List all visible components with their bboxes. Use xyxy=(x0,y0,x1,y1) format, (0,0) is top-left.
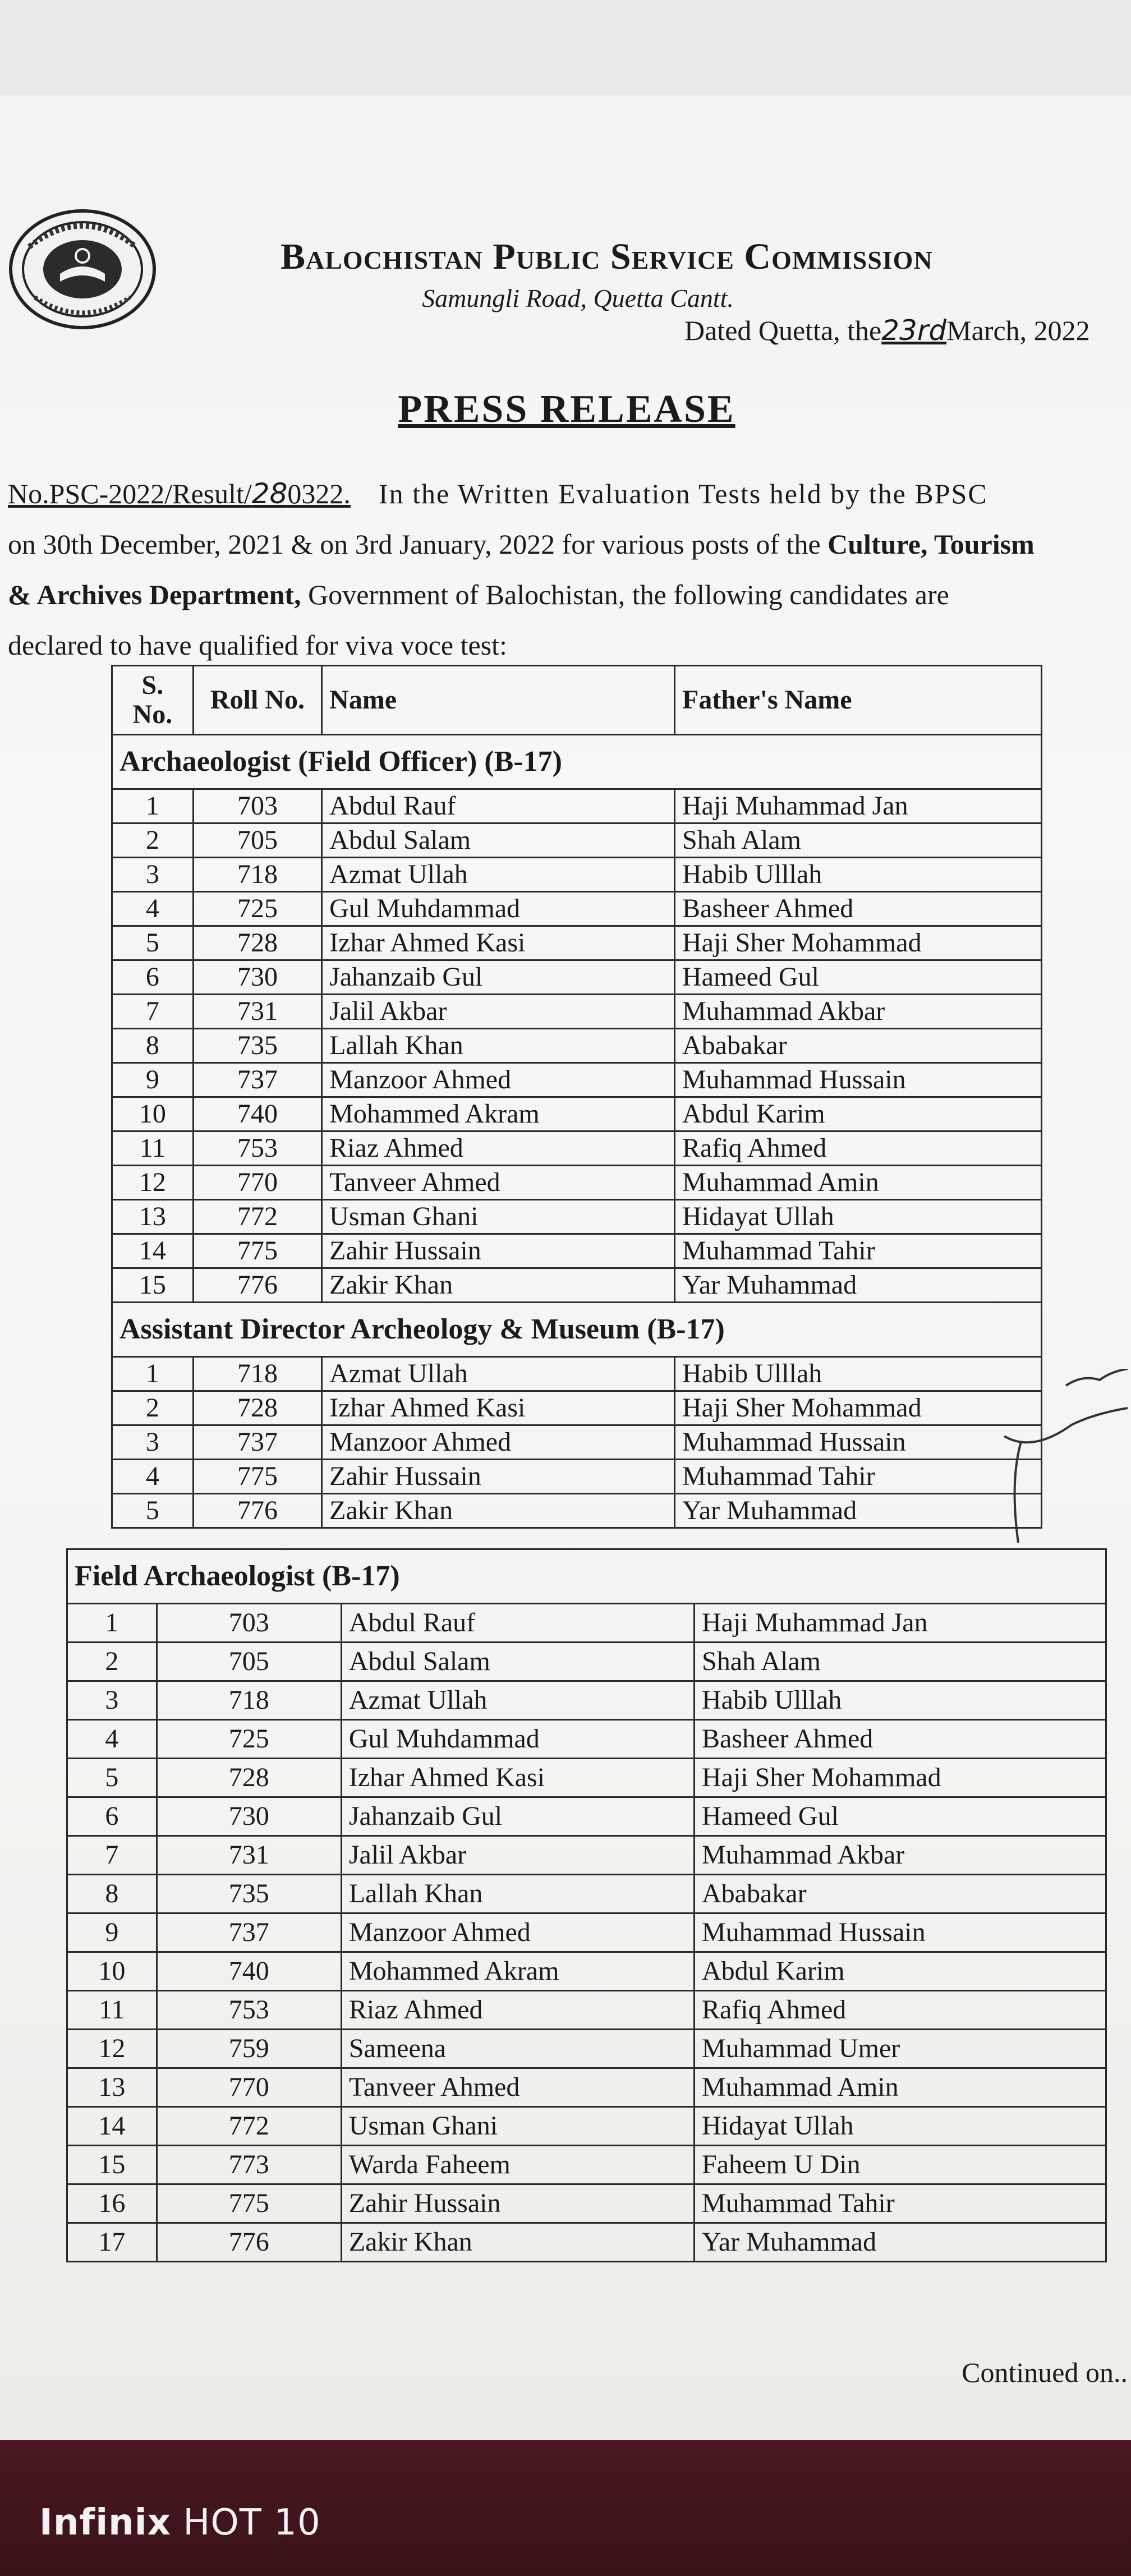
table-row xyxy=(67,2107,1106,2146)
candidate-name-cell: Azmat Ullah xyxy=(322,1357,675,1391)
document-date xyxy=(684,314,1128,347)
section-heading-row xyxy=(112,1303,1042,1357)
serial-number-cell: 6 xyxy=(112,960,194,995)
father-name-cell: Hameed Gul xyxy=(695,1797,1106,1836)
press-release-title: PRESS RELEASE xyxy=(398,388,735,431)
roll-number-cell: 776 xyxy=(157,2223,341,2262)
candidate-name-cell: Tanveer Ahmed xyxy=(341,2068,694,2107)
father-name-cell: Muhammad Amin xyxy=(695,2068,1106,2107)
candidate-name-cell: Zahir Hussain xyxy=(322,1234,675,1268)
roll-number-cell: 737 xyxy=(157,1913,341,1952)
father-name-cell: Ababakar xyxy=(675,1029,1042,1063)
serial-number-cell: 12 xyxy=(112,1166,194,1200)
candidate-name-cell: Sameena xyxy=(341,2030,694,2068)
table-row xyxy=(67,1681,1106,1720)
serial-number-cell: 15 xyxy=(67,2146,157,2184)
candidate-name-cell: Abdul Salam xyxy=(341,1643,694,1681)
father-name-cell: Muhammad Akbar xyxy=(695,1836,1106,1875)
header-sno: S. No. xyxy=(112,666,194,735)
serial-number-cell: 10 xyxy=(112,1097,194,1131)
roll-number-cell: 728 xyxy=(193,926,321,960)
table-row xyxy=(112,1131,1042,1166)
father-name-cell: Habib Ulllah xyxy=(695,1681,1106,1720)
roll-number-cell: 772 xyxy=(193,1200,321,1234)
roll-number-cell: 770 xyxy=(193,1166,321,1200)
serial-number-cell: 14 xyxy=(112,1234,194,1268)
section-title: Field Archaeologist (B-17) xyxy=(67,1549,1106,1604)
candidate-name-cell: Abdul Salam xyxy=(322,824,675,858)
serial-number-cell: 7 xyxy=(112,995,194,1029)
roll-number-cell: 740 xyxy=(157,1952,341,1991)
father-name-cell: Muhammad Hussain xyxy=(695,1913,1106,1952)
watermark-model: HOT 10 xyxy=(183,2502,321,2543)
candidate-name-cell: Jahanzaib Gul xyxy=(322,960,675,995)
candidate-name-cell: Zakir Khan xyxy=(341,2223,694,2262)
serial-number-cell: 2 xyxy=(67,1643,157,1681)
section-heading-row xyxy=(67,1549,1106,1604)
bpsc-seal-logo xyxy=(7,208,158,331)
candidate-name-cell: Azmat Ullah xyxy=(322,858,675,892)
father-name-cell: Habib Ulllah xyxy=(675,858,1042,892)
roll-number-cell: 776 xyxy=(193,1494,321,1528)
serial-number-cell: 2 xyxy=(112,1391,194,1425)
candidate-name-cell: Lallah Khan xyxy=(341,1875,694,1913)
father-name-cell: Habib Ulllah xyxy=(675,1357,1042,1391)
serial-number-cell: 2 xyxy=(112,824,194,858)
table-row xyxy=(112,926,1042,960)
table-row xyxy=(112,995,1042,1029)
table-row xyxy=(67,1759,1106,1797)
header-father: Father's Name xyxy=(675,666,1042,735)
table-row xyxy=(112,1029,1042,1063)
roll-number-cell: 705 xyxy=(193,824,321,858)
table-row xyxy=(112,1268,1042,1303)
date-handwritten: 23rd xyxy=(881,314,947,347)
father-name-cell: Muhammad Tahir xyxy=(695,2184,1106,2223)
roll-number-cell: 731 xyxy=(193,995,321,1029)
father-name-cell: Hameed Gul xyxy=(675,960,1042,995)
table-row xyxy=(112,1425,1042,1460)
serial-number-cell: 13 xyxy=(112,1200,194,1234)
table-row xyxy=(67,1643,1106,1681)
table-row xyxy=(112,1166,1042,1200)
roll-number-cell: 740 xyxy=(193,1097,321,1131)
table-row xyxy=(67,1913,1106,1952)
roll-number-cell: 737 xyxy=(193,1063,321,1097)
intro-line-3: & Archives Department, Government of Balochistan, the following candidates are xyxy=(8,579,949,610)
roll-number-cell: 728 xyxy=(193,1391,321,1425)
watermark-brand: Infinix xyxy=(39,2502,171,2543)
candidate-name-cell: Abdul Rauf xyxy=(341,1604,694,1643)
table-row xyxy=(112,1391,1042,1425)
candidate-name-cell: Riaz Ahmed xyxy=(341,1991,694,2030)
serial-number-cell: 9 xyxy=(112,1063,194,1097)
camera-watermark xyxy=(39,2502,321,2543)
roll-number-cell: 772 xyxy=(157,2107,341,2146)
father-name-cell: Muhammad Umer xyxy=(695,2030,1106,2068)
candidate-name-cell: Jahanzaib Gul xyxy=(341,1797,694,1836)
serial-number-cell: 3 xyxy=(112,1425,194,1460)
candidate-name-cell: Gul Muhdammad xyxy=(322,892,675,926)
organization-title: Balochistan Public Service Commission xyxy=(281,236,933,277)
roll-number-cell: 718 xyxy=(193,1357,321,1391)
roll-number-cell: 753 xyxy=(157,1991,341,2030)
serial-number-cell: 11 xyxy=(67,1991,157,2030)
table-row xyxy=(112,1234,1042,1268)
roll-number-cell: 730 xyxy=(157,1797,341,1836)
serial-number-cell: 5 xyxy=(112,1494,194,1528)
table-row xyxy=(112,789,1042,824)
candidate-name-cell: Jalil Akbar xyxy=(341,1836,694,1875)
candidate-name-cell: Usman Ghani xyxy=(322,1200,675,1234)
roll-number-cell: 775 xyxy=(157,2184,341,2223)
handwritten-signature-mark xyxy=(987,1369,1131,1548)
father-name-cell: Rafiq Ahmed xyxy=(695,1991,1106,2030)
table-row xyxy=(67,2068,1106,2107)
father-name-cell: Abdul Karim xyxy=(675,1097,1042,1131)
serial-number-cell: 1 xyxy=(112,1357,194,1391)
table-row xyxy=(67,1836,1106,1875)
candidate-name-cell: Usman Ghani xyxy=(341,2107,694,2146)
intro-line-4: declared to have qualified for viva voce test: xyxy=(8,629,507,661)
candidate-name-cell: Manzoor Ahmed xyxy=(341,1913,694,1952)
serial-number-cell: 14 xyxy=(67,2107,157,2146)
father-name-cell: Haji Sher Mohammad xyxy=(675,1391,1042,1425)
table-row xyxy=(112,1357,1042,1391)
candidate-name-cell: Azmat Ullah xyxy=(341,1681,694,1720)
serial-number-cell: 1 xyxy=(112,789,194,824)
candidate-name-cell: Manzoor Ahmed xyxy=(322,1425,675,1460)
header-roll: Roll No. xyxy=(193,666,321,735)
table-row xyxy=(67,2184,1106,2223)
father-name-cell: Yar Muhammad xyxy=(675,1494,1042,1528)
father-name-cell: Muhammad Akbar xyxy=(675,995,1042,1029)
roll-number-cell: 705 xyxy=(157,1643,341,1681)
candidate-name-cell: Zakir Khan xyxy=(322,1268,675,1303)
father-name-cell: Shah Alam xyxy=(675,824,1042,858)
roll-number-cell: 773 xyxy=(157,2146,341,2184)
father-name-cell: Muhammad Hussain xyxy=(675,1425,1042,1460)
intro-line-1-text: In the Written Evaluation Tests held by the BPSC xyxy=(378,478,988,509)
section-heading-row xyxy=(112,735,1042,789)
table-header-row xyxy=(112,666,1042,735)
roll-number-cell: 703 xyxy=(157,1604,341,1643)
father-name-cell: Hidayat Ullah xyxy=(695,2107,1106,2146)
serial-number-cell: 17 xyxy=(67,2223,157,2262)
roll-number-cell: 770 xyxy=(157,2068,341,2107)
candidate-name-cell: Mohammed Akram xyxy=(341,1952,694,1991)
serial-number-cell: 6 xyxy=(67,1797,157,1836)
table-row xyxy=(67,1604,1106,1643)
father-name-cell: Basheer Ahmed xyxy=(675,892,1042,926)
father-name-cell: Basheer Ahmed xyxy=(695,1720,1106,1759)
candidate-name-cell: Riaz Ahmed xyxy=(322,1131,675,1166)
date-suffix: March, 2022 xyxy=(946,315,1090,346)
candidate-name-cell: Manzoor Ahmed xyxy=(322,1063,675,1097)
candidate-name-cell: Lallah Khan xyxy=(322,1029,675,1063)
continued-note: Continued on.. xyxy=(962,2357,1128,2388)
organization-address: Samungli Road, Quetta Cantt. xyxy=(422,284,734,312)
table-row xyxy=(67,2030,1106,2068)
roll-number-cell: 753 xyxy=(193,1131,321,1166)
father-name-cell: Muhammad Hussain xyxy=(675,1063,1042,1097)
roll-number-cell: 725 xyxy=(157,1720,341,1759)
table-row xyxy=(67,1875,1106,1913)
roll-number-cell: 735 xyxy=(193,1029,321,1063)
roll-number-cell: 728 xyxy=(157,1759,341,1797)
serial-number-cell: 13 xyxy=(67,2068,157,2107)
serial-number-cell: 9 xyxy=(67,1913,157,1952)
father-name-cell: Faheem U Din xyxy=(695,2146,1106,2184)
candidate-name-cell: Gul Muhdammad xyxy=(341,1720,694,1759)
table-row xyxy=(67,1952,1106,1991)
father-name-cell: Hidayat Ullah xyxy=(675,1200,1042,1234)
serial-number-cell: 3 xyxy=(112,858,194,892)
table-row xyxy=(112,960,1042,995)
candidate-name-cell: Mohammed Akram xyxy=(322,1097,675,1131)
date-prefix: Dated Quetta, the xyxy=(684,315,882,346)
serial-number-cell: 16 xyxy=(67,2184,157,2223)
serial-number-cell: 1 xyxy=(67,1604,157,1643)
candidate-name-cell: Zahir Hussain xyxy=(322,1460,675,1494)
table-row xyxy=(112,1097,1042,1131)
serial-number-cell: 10 xyxy=(67,1952,157,1991)
table-row xyxy=(112,1200,1042,1234)
section-title: Archaeologist (Field Officer) (B-17) xyxy=(112,735,1042,789)
serial-number-cell: 4 xyxy=(112,892,194,926)
candidate-name-cell: Izhar Ahmed Kasi xyxy=(322,1391,675,1425)
roll-number-cell: 737 xyxy=(193,1425,321,1460)
table-row xyxy=(67,2146,1106,2184)
table-row xyxy=(67,1720,1106,1759)
table-row xyxy=(112,1460,1042,1494)
serial-number-cell: 8 xyxy=(67,1875,157,1913)
table-row xyxy=(112,824,1042,858)
candidate-name-cell: Abdul Rauf xyxy=(322,789,675,824)
roll-number-cell: 730 xyxy=(193,960,321,995)
table-row xyxy=(112,858,1042,892)
father-name-cell: Shah Alam xyxy=(695,1643,1106,1681)
candidate-name-cell: Jalil Akbar xyxy=(322,995,675,1029)
candidate-name-cell: Zahir Hussain xyxy=(341,2184,694,2223)
father-name-cell: Yar Muhammad xyxy=(695,2223,1106,2262)
father-name-cell: Abdul Karim xyxy=(695,1952,1106,1991)
table-row xyxy=(67,2223,1106,2262)
table-row xyxy=(112,1063,1042,1097)
serial-number-cell: 3 xyxy=(67,1681,157,1720)
results-table-part-1 xyxy=(111,665,1042,1529)
roll-number-cell: 703 xyxy=(193,789,321,824)
serial-number-cell: 7 xyxy=(67,1836,157,1875)
father-name-cell: Rafiq Ahmed xyxy=(675,1131,1042,1166)
table-row xyxy=(67,1991,1106,2030)
table-row xyxy=(67,1797,1106,1836)
candidate-name-cell: Izhar Ahmed Kasi xyxy=(322,926,675,960)
father-name-cell: Haji Sher Mohammad xyxy=(675,926,1042,960)
serial-number-cell: 5 xyxy=(67,1759,157,1797)
header-name: Name xyxy=(322,666,675,735)
intro-paragraph xyxy=(8,452,1130,687)
section-title: Assistant Director Archeology & Museum (B-17) xyxy=(112,1303,1042,1357)
roll-number-cell: 759 xyxy=(157,2030,341,2068)
serial-number-cell: 8 xyxy=(112,1029,194,1063)
father-name-cell: Haji Muhammad Jan xyxy=(695,1604,1106,1643)
roll-number-cell: 718 xyxy=(193,858,321,892)
results-table-part-2 xyxy=(66,1548,1107,2262)
candidate-name-cell: Tanveer Ahmed xyxy=(322,1166,675,1200)
serial-number-cell: 4 xyxy=(67,1720,157,1759)
serial-number-cell: 15 xyxy=(112,1268,194,1303)
reference-number: No.PSC-2022/Result/280322. xyxy=(8,477,351,510)
father-name-cell: Ababakar xyxy=(695,1875,1106,1913)
father-name-cell: Muhammad Tahir xyxy=(675,1460,1042,1494)
candidate-name-cell: Zakir Khan xyxy=(322,1494,675,1528)
serial-number-cell: 11 xyxy=(112,1131,194,1166)
roll-number-cell: 731 xyxy=(157,1836,341,1875)
father-name-cell: Haji Muhammad Jan xyxy=(675,789,1042,824)
serial-number-cell: 4 xyxy=(112,1460,194,1494)
intro-line-2: on 30th December, 2021 & on 3rd January, 2022 for various posts of the Culture, Tourism xyxy=(8,528,1035,560)
table-row xyxy=(112,1494,1042,1528)
candidate-name-cell: Izhar Ahmed Kasi xyxy=(341,1759,694,1797)
roll-number-cell: 718 xyxy=(157,1681,341,1720)
father-name-cell: Muhammad Tahir xyxy=(675,1234,1042,1268)
serial-number-cell: 12 xyxy=(67,2030,157,2068)
table-row xyxy=(112,892,1042,926)
serial-number-cell: 5 xyxy=(112,926,194,960)
roll-number-cell: 776 xyxy=(193,1268,321,1303)
roll-number-cell: 725 xyxy=(193,892,321,926)
father-name-cell: Muhammad Amin xyxy=(675,1166,1042,1200)
candidate-name-cell: Warda Faheem xyxy=(341,2146,694,2184)
roll-number-cell: 775 xyxy=(193,1234,321,1268)
father-name-cell: Yar Muhammad xyxy=(675,1268,1042,1303)
roll-number-cell: 735 xyxy=(157,1875,341,1913)
father-name-cell: Haji Sher Mohammad xyxy=(695,1759,1106,1797)
roll-number-cell: 775 xyxy=(193,1460,321,1494)
